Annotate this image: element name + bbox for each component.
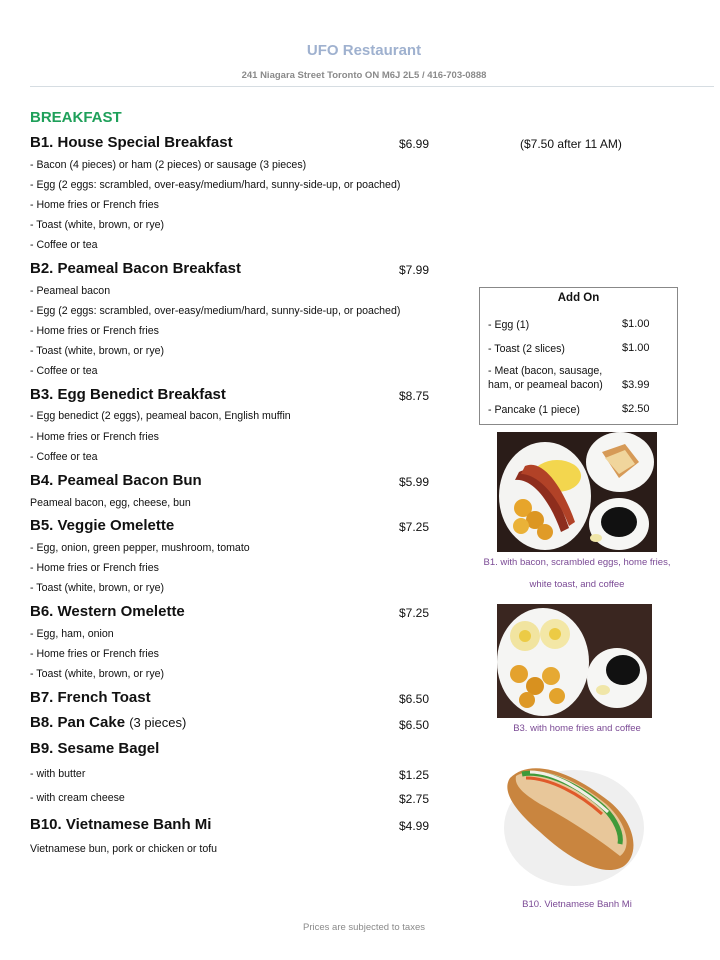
item-line: - Home fries or French fries xyxy=(30,562,159,574)
item-option: - with cream cheese xyxy=(30,792,125,804)
item-price-b2: $7.99 xyxy=(399,263,430,277)
banh-mi-photo xyxy=(500,750,645,890)
item-price-b5: $7.25 xyxy=(399,520,430,534)
breakfast-plate-photo xyxy=(497,432,657,552)
item-line: - Egg (2 eggs: scrambled, over-easy/medium/hard, sunny-side-up, or poached) xyxy=(30,305,401,317)
egg-benedict-photo xyxy=(497,604,652,718)
item-option-price: $2.75 xyxy=(399,792,430,806)
restaurant-address: 241 Niagara Street Toronto ON M6J 2L5 / 416-703-0888 xyxy=(241,70,487,81)
item-price-b1: $6.99 xyxy=(399,137,430,151)
item-price-b4: $5.99 xyxy=(399,475,430,489)
item-price-b7: $6.50 xyxy=(399,692,430,706)
item-price-b10: $4.99 xyxy=(399,819,430,833)
item-line: - Coffee or tea xyxy=(30,451,98,463)
item-line: - Home fries or French fries xyxy=(30,648,159,660)
item-title-b10: B10. Vietnamese Banh Mi xyxy=(30,816,212,833)
item-option-price: $1.25 xyxy=(399,768,430,782)
item-line: - Bacon (4 pieces) or ham (2 pieces) or sausage (3 pieces) xyxy=(30,159,307,171)
addon-item-label: - Pancake (1 piece) xyxy=(488,404,580,416)
item-price-b8: $6.50 xyxy=(399,718,430,732)
photo-caption-b3: B3. with home fries and coffee xyxy=(513,723,641,734)
item-price-b3: $8.75 xyxy=(399,389,430,403)
section-title: BREAKFAST xyxy=(30,109,122,126)
addon-item-label: - Meat (bacon, sausage, ham, or peameal bacon) xyxy=(488,365,603,391)
item-title-b8-suffix: (3 pieces) xyxy=(129,715,187,730)
item-option: - with butter xyxy=(30,768,86,780)
header-divider xyxy=(30,86,714,87)
item-title-b3: B3. Egg Benedict Breakfast xyxy=(30,386,226,403)
addon-item-price: $3.99 xyxy=(622,379,650,391)
item-note-b1: ($7.50 after 11 AM) xyxy=(520,137,622,151)
item-line: Vietnamese bun, pork or chicken or tofu xyxy=(30,843,218,855)
item-line: - Home fries or French fries xyxy=(30,199,159,211)
item-line: - Egg, ham, onion xyxy=(30,628,114,640)
item-title-b1: B1. House Special Breakfast xyxy=(30,134,233,151)
item-line: - Toast (white, brown, or rye) xyxy=(30,219,165,231)
item-title-b7: B7. French Toast xyxy=(30,689,151,706)
item-line: Peameal bacon, egg, cheese, bun xyxy=(30,497,191,509)
item-line: - Coffee or tea xyxy=(30,365,98,377)
item-line: - Coffee or tea xyxy=(30,239,98,251)
photo-caption-b10: B10. Vietnamese Banh Mi xyxy=(522,899,632,910)
addon-item-price: $1.00 xyxy=(622,342,650,354)
item-title-b6: B6. Western Omelette xyxy=(30,603,185,620)
item-title-b5: B5. Veggie Omelette xyxy=(30,517,175,534)
item-line: - Toast (white, brown, or rye) xyxy=(30,668,165,680)
item-line: - Toast (white, brown, or rye) xyxy=(30,345,165,357)
photo-caption-b1: B1. with bacon, scrambled eggs, home fries, white toast, and coffee xyxy=(483,557,671,590)
item-line: - Toast (white, brown, or rye) xyxy=(30,582,165,594)
item-line: - Egg, onion, green pepper, mushroom, tomato xyxy=(30,542,250,554)
item-title-b4: B4. Peameal Bacon Bun xyxy=(30,472,202,489)
addon-title: Add On xyxy=(557,292,600,304)
item-line: - Peameal bacon xyxy=(30,285,111,297)
item-line: - Egg (2 eggs: scrambled, over-easy/medium/hard, sunny-side-up, or poached) xyxy=(30,179,401,191)
item-line: - Egg benedict (2 eggs), peameal bacon, English muffin xyxy=(30,410,291,422)
item-title-b8 xyxy=(30,714,186,731)
item-line: - Home fries or French fries xyxy=(30,431,159,443)
item-line: - Home fries or French fries xyxy=(30,325,159,337)
item-title-b2: B2. Peameal Bacon Breakfast xyxy=(30,260,241,277)
addon-item-label: - Toast (2 slices) xyxy=(488,343,565,355)
restaurant-name: UFO Restaurant xyxy=(306,42,422,59)
addon-item-price: $1.00 xyxy=(622,318,650,330)
item-title-b8-name: B8. Pan Cake xyxy=(30,714,126,731)
addon-item-price: $2.50 xyxy=(622,403,650,415)
item-price-b6: $7.25 xyxy=(399,606,430,620)
item-title-b9: B9. Sesame Bagel xyxy=(30,740,160,757)
addon-item-label: - Egg (1) xyxy=(488,319,530,331)
footer-note: Prices are subjected to taxes xyxy=(303,922,425,933)
